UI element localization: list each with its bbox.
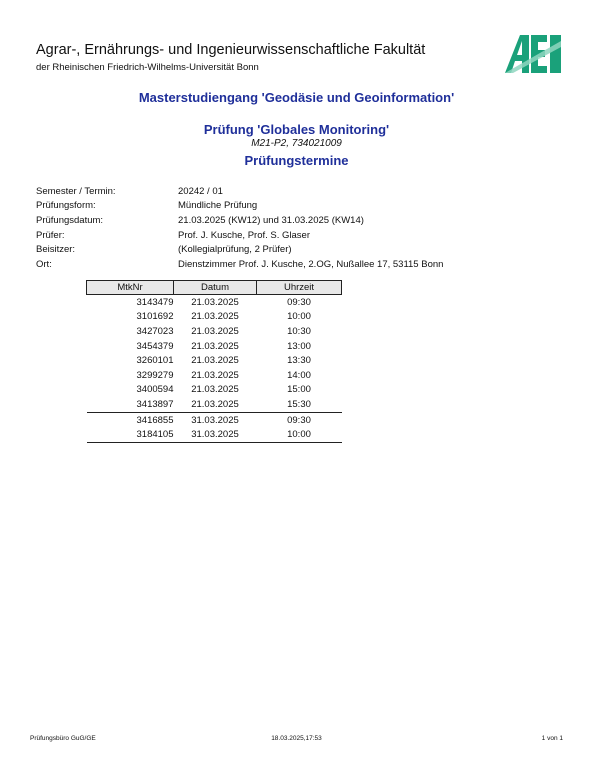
cell-uhrzeit: 13:00	[287, 340, 311, 352]
table-row	[87, 324, 342, 339]
info-value: (Kollegialprüfung, 2 Prüfer)	[178, 244, 292, 256]
cell-datum: 21.03.2025	[191, 296, 239, 308]
info-value: 21.03.2025 (KW12) und 31.03.2025 (KW14)	[178, 214, 364, 226]
cell-uhrzeit: 15:00	[287, 384, 311, 396]
cell-mtknr: 3413897	[136, 398, 174, 410]
info-label: Semester / Termin:	[36, 185, 116, 197]
cell-uhrzeit: 10:00	[257, 427, 342, 442]
table-header-row	[87, 281, 342, 295]
info-value: Prof. J. Kusche, Prof. S. Glaser	[178, 229, 310, 241]
info-row	[36, 199, 443, 214]
cell-mtknr: 3454379	[136, 340, 174, 352]
cell-datum: 31.03.2025	[174, 412, 257, 427]
cell-uhrzeit: 14:00	[287, 369, 311, 381]
info-value: Dienstzimmer Prof. J. Kusche, 2.OG, Nußallee 17, 53115 Bonn	[178, 258, 444, 270]
table-row	[87, 427, 342, 442]
cell-datum: 21.03.2025	[191, 369, 239, 381]
cell-mtknr: 3299279	[136, 369, 174, 381]
cell-mtknr: 3400594	[136, 384, 174, 396]
column-header-mtknr: MtkNr	[87, 281, 174, 295]
cell-datum: 21.03.2025	[191, 384, 239, 396]
info-label: Prüfungsdatum:	[36, 214, 104, 226]
info-label: Prüfungsform:	[36, 200, 96, 212]
cell-datum: 21.03.2025	[191, 325, 239, 337]
program-title: Masterstudiengang 'Geodäsie und Geoinformation'	[138, 90, 455, 105]
info-value: 20242 / 01	[178, 185, 223, 197]
cell-uhrzeit: 10:00	[287, 311, 311, 323]
column-header-uhrzeit: Uhrzeit	[257, 281, 342, 295]
table-row	[87, 412, 342, 427]
cell-datum: 21.03.2025	[191, 398, 239, 410]
info-label: Prüfer:	[36, 229, 65, 241]
info-row	[36, 228, 443, 243]
faculty-title: Agrar-, Ernährungs- und Ingenieurwissenschaftliche Fakultät	[36, 42, 426, 58]
info-label: Ort:	[36, 258, 52, 270]
cell-uhrzeit: 15:30	[287, 398, 311, 410]
exam-schedule-table	[86, 280, 342, 443]
cell-datum: 21.03.2025	[191, 340, 239, 352]
cell-uhrzeit: 09:30	[257, 412, 342, 427]
column-header-datum: Datum	[174, 281, 257, 295]
exam-code: M21-P2, 734021009	[251, 138, 342, 149]
table-row	[87, 368, 342, 383]
exam-title: Prüfung 'Globales Monitoring'	[203, 122, 390, 137]
cell-datum: 21.03.2025	[191, 311, 239, 323]
cell-datum: 21.03.2025	[191, 355, 239, 367]
cell-uhrzeit: 13:30	[287, 355, 311, 367]
info-row	[36, 242, 443, 257]
cell-mtknr: 3260101	[136, 355, 174, 367]
footer-page-number: 1 von 1	[541, 735, 563, 742]
table-row	[87, 397, 342, 412]
cell-mtknr: 3184105	[87, 427, 174, 442]
exam-dates-heading: Prüfungstermine	[244, 153, 349, 168]
footer-office: Prüfungsbüro GuG/GE	[30, 735, 96, 742]
info-row	[36, 184, 443, 199]
cell-datum: 31.03.2025	[174, 427, 257, 442]
table-row	[87, 383, 342, 398]
info-row	[36, 213, 443, 228]
cell-uhrzeit: 10:30	[287, 325, 311, 337]
table-row	[87, 295, 342, 310]
cell-mtknr: 3101692	[136, 311, 174, 323]
cell-uhrzeit: 09:30	[287, 296, 311, 308]
exam-info	[36, 184, 443, 272]
faculty-logo	[503, 33, 563, 75]
cell-mtknr: 3416855	[87, 412, 174, 427]
table-row	[87, 353, 342, 368]
info-value: Mündliche Prüfung	[178, 200, 258, 212]
info-label: Beisitzer:	[36, 244, 76, 256]
table-row	[87, 339, 342, 354]
table-row	[87, 310, 342, 325]
university-name: der Rheinischen Friedrich-Wilhelms-Universität Bonn	[36, 62, 259, 73]
info-row	[36, 257, 443, 272]
footer-timestamp: 18.03.2025,17:53	[271, 735, 322, 742]
cell-mtknr: 3427023	[136, 325, 174, 337]
cell-mtknr: 3143479	[136, 296, 174, 308]
